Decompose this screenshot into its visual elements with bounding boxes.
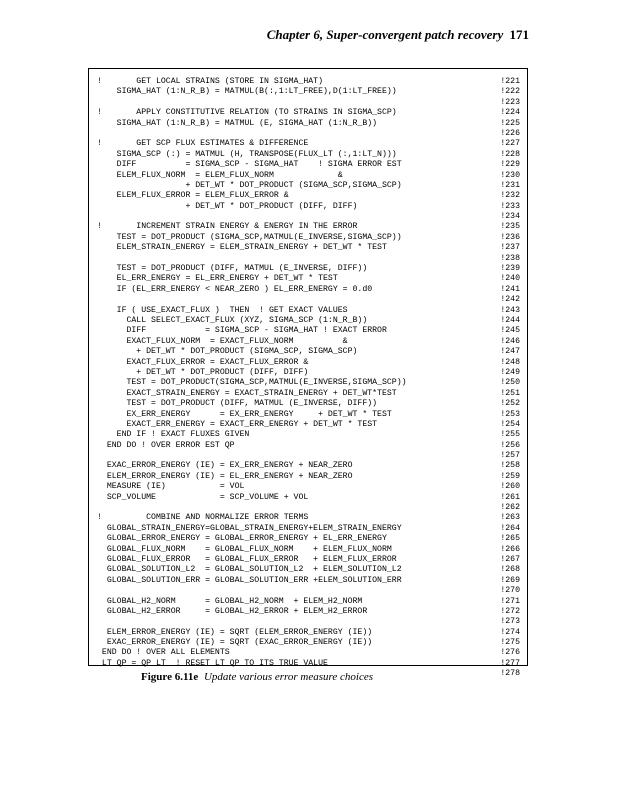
line-number: !234 — [500, 212, 520, 222]
line-number: !239 — [500, 264, 520, 274]
code-line — [97, 254, 407, 264]
line-number: !227 — [500, 139, 520, 149]
code-line: IF ( USE_EXACT_FLUX ) THEN ! GET EXACT VALUES — [97, 305, 348, 315]
code-line: GLOBAL_SOLUTION_L2 = GLOBAL_SOLUTION_L2 + ELEM_SOLUTION_L2 — [97, 565, 402, 575]
code-line: EXACT_ERR_ENERGY = EXACT_ERR_ENERGY + DET_WT * TEST — [97, 419, 378, 429]
line-number: !248 — [500, 357, 520, 367]
code-line: ELEM_ERROR_ENERGY (IE) = EL_ERR_ENERGY + NEAR_ZERO — [97, 471, 353, 481]
line-number: !274 — [500, 627, 520, 637]
line-number: !278 — [500, 669, 520, 679]
code-line: ! INCREMENT STRAIN ENERGY & ENERGY IN THE ERROR — [97, 222, 358, 232]
line-number: !265 — [500, 534, 520, 544]
line-number: !249 — [500, 367, 520, 377]
figure-caption — [141, 671, 373, 683]
line-number: !240 — [500, 274, 520, 284]
code-line: CALL SELECT_EXACT_FLUX (XYZ, SIGMA_SCP (1:N_R_B)) — [97, 315, 368, 325]
code-line — [97, 129, 407, 139]
line-number: !235 — [500, 222, 520, 232]
code-line: ELEM_FLUX_NORM = ELEM_FLUX_NORM & — [97, 170, 343, 180]
code-line: EXACT_STRAIN_ENERGY = EXACT_STRAIN_ENERGY + DET_WT*TEST — [97, 388, 397, 398]
code-line: EX_ERR_ENERGY = EX_ERR_ENERGY + DET_WT * TEST — [97, 409, 392, 419]
line-number: !231 — [500, 180, 520, 190]
line-number: !272 — [500, 606, 520, 616]
line-number: !250 — [500, 378, 520, 388]
code-line: SIGMA_HAT (1:N_R_B) = MATMUL (E, SIGMA_HAT (1:N_R_B)) — [97, 118, 378, 128]
code-line: + DET_WT * DOT_PRODUCT (DIFF, DIFF) — [97, 367, 309, 377]
line-number: !229 — [500, 160, 520, 170]
line-number: !224 — [500, 108, 520, 118]
line-number: !230 — [500, 170, 520, 180]
page-header — [267, 27, 529, 43]
code-line: END DO ! OVER ERROR EST QP — [97, 440, 235, 450]
line-number: !257 — [500, 451, 520, 461]
code-line: SIGMA_HAT (1:N_R_B) = MATMUL(B(:,1:LT_FREE),D(1:LT_FREE)) — [97, 87, 397, 97]
line-number: !267 — [500, 554, 520, 564]
code-line: LT_QP = QP_LT ! RESET LT_QP TO ITS TRUE VALUE — [97, 658, 328, 668]
code-line: EXAC_ERROR_ENERGY (IE) = EX_ERR_ENERGY + NEAR_ZERO — [97, 461, 353, 471]
code-line: GLOBAL_H2_NORM = GLOBAL_H2_NORM + ELEM_H2_NORM — [97, 596, 363, 606]
code-line — [97, 98, 407, 108]
line-number: !247 — [500, 347, 520, 357]
line-number: !276 — [500, 648, 520, 658]
line-number: !238 — [500, 253, 520, 263]
code-line: ELEM_STRAIN_ENERGY = ELEM_STRAIN_ENERGY + DET_WT * TEST — [97, 243, 387, 253]
code-line: + DET_WT * DOT_PRODUCT (SIGMA_SCP,SIGMA_SCP) — [97, 180, 402, 190]
line-number: !246 — [500, 336, 520, 346]
code-line: ! APPLY CONSTITUTIVE RELATION (TO STRAINS IN SIGMA_SCP) — [97, 108, 397, 118]
code-line — [97, 451, 407, 461]
line-number: !255 — [500, 430, 520, 440]
line-number: !273 — [500, 617, 520, 627]
line-number: !268 — [500, 565, 520, 575]
code-line: EXAC_ERROR_ENERGY (IE) = SQRT (EXAC_ERROR_ENERGY (IE)) — [97, 638, 373, 648]
code-line: GLOBAL_H2_ERROR = GLOBAL_H2_ERROR + ELEM_H2_ERROR — [97, 606, 368, 616]
figure-label: Figure 6.11e — [141, 671, 199, 683]
line-number: !252 — [500, 399, 520, 409]
line-number: !237 — [500, 243, 520, 253]
line-number: !259 — [500, 471, 520, 481]
line-number: !260 — [500, 482, 520, 492]
line-number: !263 — [500, 513, 520, 523]
line-number: !275 — [500, 638, 520, 648]
line-number: !251 — [500, 388, 520, 398]
line-number: !245 — [500, 326, 520, 336]
code-line: ELEM_ERROR_ENERGY (IE) = SQRT (ELEM_ERROR_ENERGY (IE)) — [97, 627, 373, 637]
line-number: !264 — [500, 523, 520, 533]
code-line: DIFF = SIGMA_SCP - SIGMA_HAT ! EXACT ERROR — [97, 326, 387, 336]
chapter-title: Chapter 6, Super-convergent patch recovery — [266, 27, 504, 42]
code-line: + DET_WT * DOT_PRODUCT (SIGMA_SCP, SIGMA_SCP) — [97, 347, 358, 357]
code-line: GLOBAL_ERROR_ENERGY = GLOBAL_ERROR_ENERGY + EL_ERR_ENERGY — [97, 534, 387, 544]
line-number: !253 — [500, 409, 520, 419]
line-number: !269 — [500, 575, 520, 585]
code-line: GLOBAL_SOLUTION_ERR = GLOBAL_SOLUTION_ERR +ELEM_SOLUTION_ERR — [97, 575, 402, 585]
code-line: GLOBAL_FLUX_NORM = GLOBAL_FLUX_NORM + ELEM_FLUX_NORM — [97, 544, 392, 554]
code-line: + DET_WT * DOT_PRODUCT (DIFF, DIFF) — [97, 201, 358, 211]
code-line — [97, 586, 407, 596]
code-line: END DO ! OVER ALL ELEMENTS — [97, 648, 230, 658]
code-line: EL_ERR_ENERGY = EL_ERR_ENERGY + DET_WT * TEST — [97, 274, 338, 284]
code-line — [97, 503, 407, 513]
line-number-column — [500, 77, 520, 680]
figure-caption-text: Update various error measure choices — [203, 671, 374, 683]
code-line: ELEM_FLUX_ERROR = ELEM_FLUX_ERROR & — [97, 191, 289, 201]
line-number: !228 — [500, 149, 520, 159]
code-line: TEST = DOT_PRODUCT (DIFF, MATMUL (E_INVERSE, DIFF)) — [97, 399, 378, 409]
code-line: TEST = DOT_PRODUCT (SIGMA_SCP,MATMUL(E_INVERSE,SIGMA_SCP)) — [97, 232, 402, 242]
code-line: IF (EL_ERR_ENERGY < NEAR_ZERO ) EL_ERR_ENERGY = 0.d0 — [97, 284, 373, 294]
code-line: ! COMBINE AND NORMALIZE ERROR TERMS — [97, 513, 309, 523]
code-line: GLOBAL_STRAIN_ENERGY=GLOBAL_STRAIN_ENERGY+ELEM_STRAIN_ENERGY — [97, 523, 402, 533]
line-number: !256 — [500, 440, 520, 450]
code-line: END IF ! EXACT FLUXES GIVEN — [97, 430, 250, 440]
line-number: !242 — [500, 295, 520, 305]
line-number: !262 — [500, 503, 520, 513]
line-number: !226 — [500, 128, 520, 138]
line-number: !244 — [500, 315, 520, 325]
line-number: !277 — [500, 658, 520, 668]
line-number: !232 — [500, 191, 520, 201]
line-number: !270 — [500, 586, 520, 596]
code-line: DIFF = SIGMA_SCP - SIGMA_HAT ! SIGMA ERROR EST — [97, 160, 402, 170]
code-line: ! GET LOCAL STRAINS (STORE IN SIGMA_HAT) — [97, 77, 324, 86]
line-number: !233 — [500, 201, 520, 211]
line-number: !222 — [500, 87, 520, 97]
line-number: !221 — [500, 77, 520, 86]
code-line: ! GET SCP FLUX ESTIMATES & DIFFERENCE — [97, 139, 309, 149]
line-number: !236 — [500, 232, 520, 242]
line-number: !225 — [500, 118, 520, 128]
code-line: SIGMA_SCP (:) = MATMUL (H, TRANSPOSE(FLUX_LT (:,1:LT_N))) — [97, 149, 397, 159]
code-line: TEST = DOT_PRODUCT(SIGMA_SCP,MATMUL(E_INVERSE,SIGMA_SCP)) — [97, 378, 407, 388]
line-number: !266 — [500, 544, 520, 554]
code-line: EXACT_FLUX_ERROR = EXACT_FLUX_ERROR & — [97, 357, 309, 367]
line-number: !223 — [500, 97, 520, 107]
line-number: !241 — [500, 284, 520, 294]
line-number: !258 — [500, 461, 520, 471]
code-line — [97, 295, 407, 305]
code-line: MEASURE (IE) = VOL — [97, 482, 245, 492]
page-number: 171 — [509, 27, 529, 42]
line-number: !254 — [500, 419, 520, 429]
line-number: !243 — [500, 305, 520, 315]
code-line: TEST = DOT_PRODUCT (DIFF, MATMUL (E_INVERSE, DIFF)) — [97, 264, 368, 274]
code-line: SCP_VOLUME = SCP_VOLUME + VOL — [97, 492, 309, 502]
code-text-column — [97, 77, 407, 680]
code-line — [97, 212, 407, 222]
line-number: !261 — [500, 492, 520, 502]
code-line — [97, 617, 407, 627]
code-line: GLOBAL_FLUX_ERROR = GLOBAL_FLUX_ERROR + ELEM_FLUX_ERROR — [97, 554, 397, 564]
code-line: EXACT_FLUX_NORM = EXACT_FLUX_NORM & — [97, 336, 348, 346]
line-number: !271 — [500, 596, 520, 606]
